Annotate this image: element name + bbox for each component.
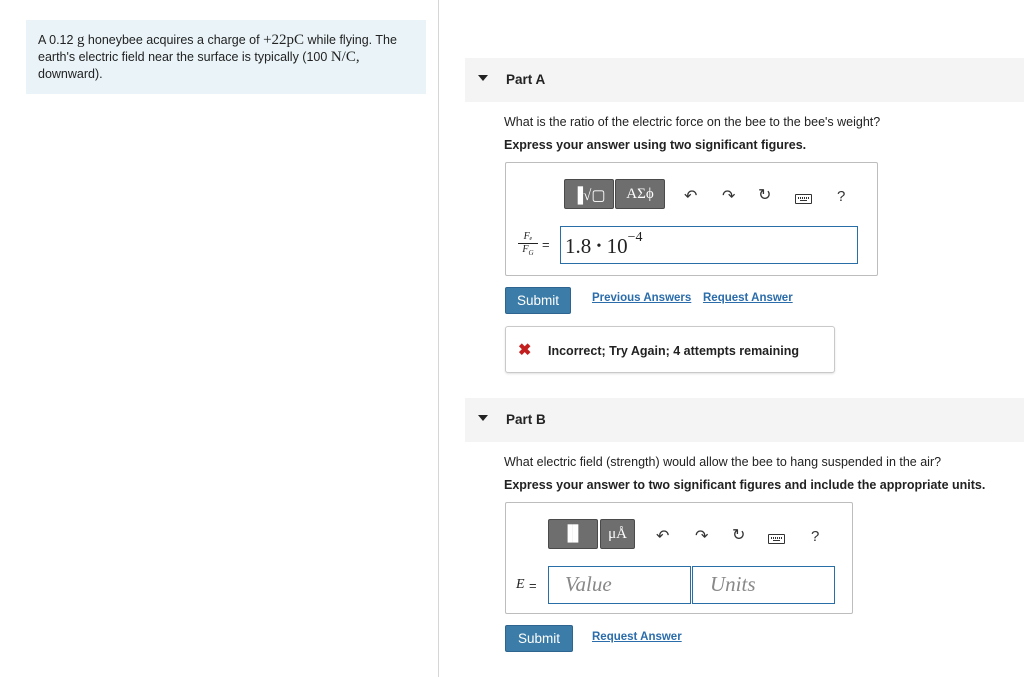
symbols-button[interactable]	[615, 179, 665, 209]
redo-icon[interactable]: ↷	[722, 188, 736, 205]
problem-text-1: A	[38, 33, 50, 47]
help-button[interactable]: ?	[811, 528, 820, 545]
value-input[interactable]	[548, 566, 691, 604]
problem-field-unit: N/C,	[330, 49, 360, 65]
part-a-question: What is the ratio of the electric force on the bee to the bee's weight?	[504, 115, 881, 129]
feedback-message	[505, 326, 835, 373]
templates-button[interactable]	[548, 519, 598, 549]
symbols-label: ΑΣϕ	[626, 186, 654, 202]
templates-icon: ▐▌	[562, 526, 584, 542]
part-a-answer-box	[505, 162, 878, 276]
reset-icon[interactable]: ↻	[758, 187, 772, 204]
collapse-triangle-icon[interactable]	[478, 415, 488, 421]
left-panel	[0, 0, 439, 677]
answer-base: 10	[606, 234, 628, 258]
part-b-request-answer-link[interactable]: Request Answer	[592, 631, 682, 643]
part-a-title: Part A	[506, 72, 546, 87]
units-input[interactable]	[692, 566, 835, 604]
part-b-submit-button[interactable]: Submit	[505, 625, 573, 652]
templates-button[interactable]	[564, 179, 614, 209]
problem-text-5: downward).	[38, 67, 103, 81]
problem-mass: 0.12	[49, 33, 74, 47]
units-label: μÅ	[608, 526, 627, 542]
undo-icon[interactable]: ↶	[656, 528, 670, 545]
undo-icon[interactable]: ↶	[684, 188, 698, 205]
fraction-numerator: Fₑ	[518, 231, 538, 244]
value-placeholder: Value	[565, 572, 612, 596]
force-ratio-fraction	[518, 231, 538, 259]
answer-mantissa: 1.8	[565, 234, 592, 258]
part-a-instruction: Express your answer using two significant figures.	[504, 138, 807, 152]
part-b-instruction: Express your answer to two significant figures and include the appropriate units.	[504, 478, 986, 492]
multiply-dot: •	[596, 239, 602, 254]
part-a-request-answer-link[interactable]: Request Answer	[703, 292, 793, 304]
problem-text-2: honeybee acquires a charge of	[84, 33, 264, 47]
part-a-equals: =	[542, 237, 550, 252]
previous-answers-link[interactable]: Previous Answers	[592, 292, 692, 304]
part-a-answer-input[interactable]	[560, 226, 858, 264]
templates-icon: ▐√▢	[572, 188, 606, 204]
fraction-den-sub: G	[528, 249, 534, 257]
problem-charge: +22pC	[263, 32, 305, 48]
part-b-title: Part B	[506, 412, 546, 427]
part-b-question: What electric field (strength) would allow the bee to hang suspended in the air?	[504, 455, 942, 469]
part-a-header[interactable]	[465, 58, 1024, 102]
problem-text-4: earth's electric field near the surface is typically (100	[38, 50, 331, 64]
reset-icon[interactable]: ↻	[732, 527, 746, 544]
part-b-equals: =	[529, 578, 537, 593]
part-b-answer-box	[505, 502, 853, 614]
help-button[interactable]: ?	[837, 188, 846, 205]
error-x-icon: ✖	[518, 342, 532, 359]
problem-mass-unit: g	[76, 32, 85, 48]
fraction-denominator	[518, 244, 538, 259]
units-placeholder: Units	[710, 572, 756, 596]
fraction-den-main: F	[522, 244, 529, 255]
problem-text-3: while flying. The	[304, 33, 397, 47]
problem-statement	[26, 20, 426, 94]
part-a-submit-button[interactable]: Submit	[505, 287, 571, 314]
units-button[interactable]	[600, 519, 635, 549]
answer-exponent: −4	[627, 230, 643, 245]
keyboard-icon[interactable]	[768, 534, 785, 544]
keyboard-icon[interactable]	[795, 194, 812, 204]
collapse-triangle-icon[interactable]	[478, 75, 488, 81]
field-variable-label: E	[516, 577, 525, 592]
feedback-text: Incorrect; Try Again; 4 attempts remaining	[548, 344, 799, 358]
part-b-header[interactable]	[465, 398, 1024, 442]
redo-icon[interactable]: ↷	[695, 528, 709, 545]
